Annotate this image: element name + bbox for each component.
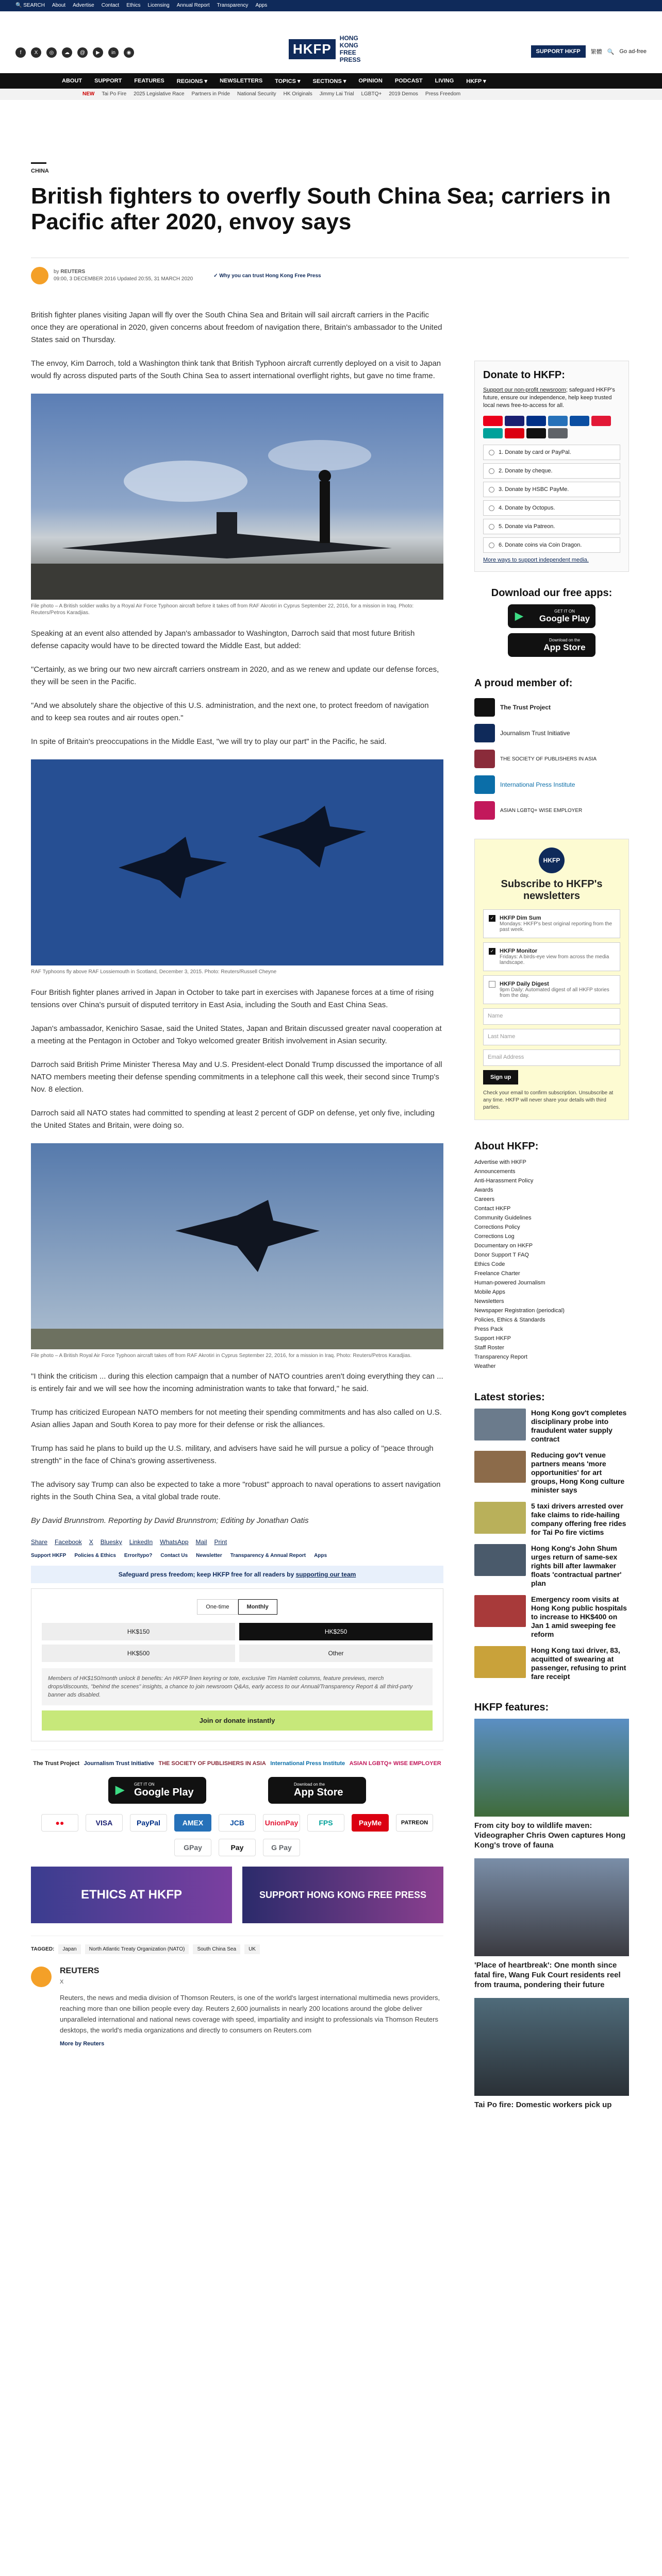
radio-icon (489, 468, 494, 474)
top-link-transparency[interactable]: Transparency (217, 3, 249, 8)
tag[interactable]: UK (244, 1944, 260, 1954)
paragraph: The envoy, Kim Darroch, told a Washington think tank that British Typhoon aircraft currently deployed on a visit to Japan would fly across disputed parts of the South China Sea to assert international overflight rights, but gave no time frame. (31, 359, 441, 380)
jets-silhouette (31, 759, 443, 965)
trending-bar (0, 89, 662, 100)
checkbox-icon (489, 981, 495, 988)
social-links (15, 47, 134, 58)
paragraph: Trump has said he plans to build up the U.S. military, and advisers have said he will pursue a policy of "peace through strength" in the face of China's growing assertiveness. (31, 1444, 434, 1465)
story-thumbnail (474, 1646, 526, 1678)
google-play-icon: ▶ (115, 1783, 124, 1796)
radio-icon (489, 450, 494, 455)
contact-link[interactable]: Contact Us (160, 1553, 188, 1558)
trending-link[interactable]: Tai Po Fire (102, 91, 127, 97)
byline: by REUTERS 09:00, 3 DECEMBER 2016 Updated 20:55, 31 MARCH 2020 ✓ Why you can trust Hong Kong Free Press (31, 267, 321, 284)
instagram-icon[interactable]: ◎ (46, 47, 57, 58)
amount-options (42, 1623, 433, 1662)
tags (31, 1936, 443, 1954)
article-header (31, 162, 629, 235)
story-thumbnail (474, 1409, 526, 1440)
new-badge: NEW (82, 91, 95, 97)
feature-image (474, 1858, 629, 1956)
about-link[interactable]: Corrections Policy (474, 1224, 520, 1230)
paragraph: "And we absolutely share the objective of this U.S. administration, and the next one, to protect freedom of navigation and to keep sea routes and air routes open." (31, 701, 429, 722)
trending-link[interactable]: National Security (237, 91, 276, 97)
about-link[interactable]: Newsletters (474, 1298, 504, 1304)
nav-podcast[interactable]: PODCAST (394, 78, 423, 84)
donate-payment-icons (483, 416, 620, 438)
trending-link[interactable]: HK Originals (283, 91, 312, 97)
member-title: A proud member of: (474, 677, 573, 689)
signup-button[interactable]: Sign up (483, 1070, 518, 1084)
bluesky-icon[interactable]: ☁ (62, 47, 72, 58)
supporting-link[interactable]: supporting our team (295, 1571, 356, 1578)
member-logo: THE SOCIETY OF PUBLISHERS IN ASIA (158, 1760, 266, 1767)
top-link-apps[interactable]: Apps (255, 3, 268, 8)
trending-link[interactable]: Press Freedom (425, 91, 461, 97)
trending-link[interactable]: Partners in Pride (191, 91, 230, 97)
newsletter-note: Check your email to confirm subscription. Unsubscribe at any time. HKFP will never share your details with third parties. (483, 1090, 614, 1110)
story-item[interactable]: Hong Kong gov't completes disciplinary probe into fraudulent water supply contract (474, 1409, 629, 1444)
photo-caption: File photo – A British Royal Air Force Typhoon aircraft takes off from RAF Akrotiri in Cyprus September 22, 2016, for a mission in Iraq. Photo: Reuters/Petros Karadjias. (31, 1353, 412, 1359)
about-link[interactable]: Advertise with HKFP (474, 1159, 526, 1165)
google-play-button[interactable]: GET IT ON Google Play ▶ (108, 1777, 206, 1804)
about-title: About HKFP: (474, 1141, 539, 1152)
membership-benefits: Members of HK$150/month unlock 8 benefits: An HKFP linen keyring or tote, exclusive Tim Hamlett columns, feature previews, merch drops/discounts, "behind the scenes" insights, a chance to join newsroom Q&As, early access to our Annual/Transparency Report & all third-party banner ads disabled. (42, 1668, 433, 1705)
features-title: HKFP features: (474, 1702, 549, 1713)
donate-option[interactable]: 2. Donate by cheque. (483, 463, 620, 479)
paragraph: Speaking at an event also attended by Japan's ambassador to Washington, Darroch said that most future British defense capacity would have to be directed toward the Middle East, but added: (31, 629, 415, 650)
paragraph: Darroch said British Prime Minister Theresa May and U.S. President-elect Donald Trump discussed the importance of all NATO members meeting their defense spending commitments in a telephone call this week, their second since Trump's Nov. 8 election. (31, 1060, 442, 1094)
app-buttons-row (31, 1777, 443, 1814)
newsletter-option[interactable]: ✓ HKFP Monitor Fridays: A birds-eye view from across the media landscape. (483, 942, 620, 971)
about-link[interactable]: Mobile Apps (474, 1289, 505, 1295)
apple-pay-icon: Pay (219, 1839, 256, 1856)
latest-title: Latest stories: (474, 1392, 545, 1403)
category-label[interactable]: CHINA (31, 162, 46, 174)
x-icon[interactable]: X (31, 47, 41, 58)
sopa-logo (474, 750, 495, 768)
trending-link[interactable]: Jimmy Lai Trial (319, 91, 354, 97)
search-icon[interactable]: 🔍 (607, 48, 615, 55)
member-item[interactable]: ASIAN LGBTQ+ WISE EMPLOYER (474, 798, 629, 823)
facebook-icon[interactable]: f (15, 47, 26, 58)
article-credit: By David Brunnstrom. Reporting by David Brunnstrom; Editing by Jonathan Oatis (31, 1516, 309, 1525)
checkbox-icon: ✓ (489, 948, 495, 955)
top-link-contact[interactable]: Contact (101, 3, 120, 8)
newsletter-link[interactable]: Newsletter (196, 1553, 222, 1558)
rss-icon[interactable]: ◉ (124, 47, 134, 58)
newsletter-box (474, 839, 629, 1120)
trending-link[interactable]: 2025 Legislative Race (134, 91, 185, 97)
top-bar (0, 0, 662, 11)
member-item[interactable]: THE SOCIETY OF PUBLISHERS IN ASIA (474, 746, 629, 772)
site-logo[interactable] (289, 36, 371, 62)
youtube-icon[interactable]: ▶ (93, 47, 103, 58)
tab-monthly[interactable]: Monthly (238, 1599, 277, 1615)
safeguard-banner: Safeguard press freedom; keep HKFP free for all readers by supporting our team (31, 1566, 443, 1583)
last-name-input[interactable]: Last Name (483, 1029, 620, 1045)
newsletter-option[interactable]: HKFP Daily Digest 9pm Daily: Automated digest of all HKFP stories from the day. (483, 975, 620, 1004)
google-pay-icon: GPay (174, 1839, 211, 1856)
donate-option[interactable]: 5. Donate via Patreon. (483, 519, 620, 534)
donate-option[interactable]: 4. Donate by Octopus. (483, 500, 620, 516)
tags-label: TAGGED: (31, 1946, 55, 1952)
photo-typhoon-takeoff (31, 1143, 443, 1349)
member-logo: ASIAN LGBTQ+ WISE EMPLOYER (349, 1760, 441, 1767)
tag[interactable]: Japan (58, 1944, 80, 1954)
share-bluesky[interactable]: Bluesky (100, 1538, 122, 1546)
share-print[interactable]: Print (214, 1538, 227, 1546)
paragraph: "Certainly, as we bring our two new aircraft carriers onstream in 2020, and as we renew and update our defense forces, they will be seen in the Pacific. (31, 665, 439, 686)
about-link[interactable]: Careers (474, 1196, 495, 1202)
name-input[interactable]: Name (483, 1008, 620, 1025)
about-link[interactable]: Press Pack (474, 1326, 503, 1332)
patreon-icon (526, 428, 546, 438)
google-play-icon: ▶ (515, 611, 523, 622)
top-link-advertise[interactable]: Advertise (73, 3, 94, 8)
jcb-icon: JCB (219, 1814, 256, 1832)
share-facebook[interactable]: Facebook (55, 1538, 82, 1546)
policies-link[interactable]: Policies & Ethics (74, 1553, 116, 1558)
author-name[interactable]: REUTERS (60, 269, 86, 275)
about-link[interactable]: Anti-Harassment Policy (474, 1178, 534, 1184)
mastercard-icon: ●● (41, 1814, 78, 1832)
donate-intro-link[interactable]: Support our non-profit newsroom (483, 387, 566, 393)
fps-icon (483, 428, 503, 438)
support-link[interactable]: Support HKFP (31, 1553, 67, 1558)
about-link[interactable]: Documentary on HKFP (474, 1243, 533, 1249)
feature-item[interactable]: Tai Po fire: Domestic workers pick up (474, 1998, 629, 2110)
nav-opinion[interactable]: OPINION (358, 78, 383, 84)
donate-intro: Support our non-profit newsroom; safeguard HKFP's future, ensure our independence, help keep trusted local news free-to-access for all. (483, 387, 615, 409)
promo-banners (31, 1867, 443, 1923)
radio-icon (489, 487, 494, 493)
radio-icon (489, 505, 494, 511)
story-thumbnail (474, 1451, 526, 1483)
story-item[interactable]: Reducing gov't venue partners means 'more opportunities' for art groups, Hong Kong culture minister says (474, 1451, 629, 1495)
nav-regions[interactable]: REGIONS ▾ (176, 78, 208, 84)
unionpay-icon (591, 416, 611, 426)
amount-option[interactable]: Other (239, 1645, 433, 1662)
donate-option[interactable]: 1. Donate by card or PayPal. (483, 445, 620, 460)
threads-icon[interactable]: @ (77, 47, 88, 58)
story-thumbnail (474, 1544, 526, 1576)
about-list (474, 1158, 629, 1371)
about-link[interactable]: Awards (474, 1187, 493, 1193)
author-avatar (31, 267, 48, 284)
about-link[interactable]: Community Guidelines (474, 1215, 532, 1221)
payme-icon (505, 428, 524, 438)
top-link-about[interactable]: About (52, 3, 66, 8)
app-store-button[interactable]: Download on the App Store (268, 1777, 366, 1804)
apps-link[interactable]: Apps (314, 1553, 327, 1558)
google-pay-icon (548, 428, 568, 438)
about-section (474, 1141, 629, 1371)
amount-option-selected[interactable]: HK$250 (239, 1623, 433, 1640)
top-link-licensing[interactable]: Licensing (147, 3, 170, 8)
member-item[interactable]: The Trust Project (474, 694, 629, 720)
payment-methods (31, 1814, 443, 1867)
trust-project-logo (474, 698, 495, 717)
payme-icon: PayMe (352, 1814, 389, 1832)
checkbox-icon: ✓ (489, 915, 495, 922)
paragraph: British fighter planes visiting Japan will fly over the South China Sea and Britain will sail aircraft carriers in the Pacific once they are operational in 2020, given concerns about freedom of navigation there, Britain's ambassador to the United States said on Thursday. (31, 311, 442, 344)
email-input[interactable]: Email Address (483, 1049, 620, 1066)
ethics-promo[interactable]: ETHICS AT HKFP (31, 1867, 232, 1923)
paragraph: In spite of Britain's preoccupations in the Middle East, "we will try to play our part" in the Pacific, he said. (31, 737, 387, 746)
trending-link[interactable]: 2019 Demos (389, 91, 418, 97)
more-by-author-link[interactable]: More by Reuters (60, 2041, 105, 2047)
member-logo: The Trust Project (33, 1760, 80, 1767)
paypal-icon (526, 416, 546, 426)
feature-item[interactable]: From city boy to wildlife maven: Videographer Chris Owen captures Hong Kong's trove of fauna (474, 1719, 629, 1850)
about-link[interactable]: Donor Support T FAQ (474, 1252, 529, 1258)
support-links (31, 1553, 443, 1558)
newsletter-option[interactable]: ✓ HKFP Dim Sum Mondays: HKFP's best original reporting from the past week. (483, 909, 620, 938)
search-link[interactable]: 🔍 SEARCH (15, 3, 45, 8)
about-link[interactable]: Human-powered Journalism (474, 1280, 545, 1286)
paragraph: Trump has criticized European NATO members for not meeting their spending commitments and has also called on U.S. Asian allies Japan and South Korea to pay more for their defense or risk the alliances. (31, 1408, 442, 1429)
about-link[interactable]: Staff Roster (474, 1345, 504, 1351)
top-link-ethics[interactable]: Ethics (126, 3, 141, 8)
mastercard-icon (483, 416, 503, 426)
logo-text: HONG KONG FREE PRESS (339, 35, 361, 63)
latest-section (474, 1392, 629, 1681)
newsletter-title: Subscribe to HKFP's newsletters (501, 878, 603, 902)
nav-about[interactable]: ABOUT (62, 78, 82, 84)
nav-living[interactable]: LIVING (435, 78, 454, 84)
support-promo[interactable]: SUPPORT HONG KONG FREE PRESS (242, 1867, 443, 1923)
trending-link[interactable]: LGBTQ+ (361, 91, 382, 97)
fps-icon: FPS (307, 1814, 344, 1832)
gpay-icon: G Pay (263, 1839, 300, 1856)
photo-caption: File photo – A British soldier walks by a Royal Air Force Typhoon aircraft before it takes off from RAF Akrotiri in Cyprus September 22, 2016, for a mission in Iraq. Photo: Reuters/Petros Karadjias. (31, 603, 414, 616)
nav-sections[interactable]: SECTIONS ▾ (312, 78, 346, 84)
author-bio: Reuters, the news and media division of Thomson Reuters, is one of the world's largest international multimedia news providers, reaching more than one billion people every day. Reuters 2,600 journalists in nearly 200 locations around the globe deliver unparalleled international and national news coverage with speed, impartiality and insight to professionals via Thomson Reuters desktops, the world's media organizations and directly to consumers on Reuters.com (60, 1994, 440, 2034)
share-linkedin[interactable]: LinkedIn (129, 1538, 153, 1546)
donate-option[interactable]: 3. Donate by HSBC PayMe. (483, 482, 620, 497)
member-item[interactable]: International Press Institute (474, 772, 629, 798)
radio-icon (489, 524, 494, 530)
jti-logo (474, 724, 495, 742)
paragraph: Japan's ambassador, Kenichiro Sasae, said the United States, Japan and Britain discussed greater naval cooperation at a meeting at the Pentagon in October and Tokyo welcomed greater British involvement in Asian security. (31, 1024, 442, 1045)
visa-icon: VISA (86, 1814, 123, 1832)
author-avatar (31, 1967, 52, 1987)
paragraph: Darroch said all NATO states had committed to spending at least 2 percent of GDP on defense, yet only five, including the United States and Britain, were doing so. (31, 1109, 435, 1130)
feature-item[interactable]: 'Place of heartbreak': One month since fatal fire, Wang Fuk Court residents reel from trauma, pondering their future (474, 1858, 629, 1990)
paragraph: Four British fighter planes arrived in Japan in October to take part in exercises with Japanese forces at a time of rising tensions over China's pursuit of disputed territory in East Asia, including the South and East China Seas. (31, 988, 434, 1009)
frequency-toggle (42, 1599, 433, 1615)
author-box (31, 1967, 443, 2047)
visa-icon (505, 416, 524, 426)
unionpay-icon: UnionPay (263, 1814, 300, 1832)
header-actions (531, 45, 647, 58)
story-thumbnail (474, 1502, 526, 1534)
linkedin-icon[interactable]: in (108, 47, 119, 58)
about-link[interactable]: Corrections Log (474, 1233, 515, 1240)
support-hkfp-button[interactable]: SUPPORT HKFP (531, 45, 586, 58)
nav-features[interactable]: FEATURES (134, 78, 164, 84)
article-dates: 09:00, 3 DECEMBER 2016 Updated 20:55, 31 MARCH 2020 (54, 276, 193, 282)
about-link[interactable]: Announcements (474, 1168, 516, 1175)
logo-mark: HKFP (289, 39, 336, 59)
feature-image (474, 1998, 629, 2096)
article-body (31, 309, 443, 2047)
sidebar (474, 361, 629, 2110)
about-link[interactable]: Newspaper Registration (periodical) (474, 1308, 565, 1314)
support-widget (31, 1588, 443, 1741)
paragraph: "I think the criticism ... during this election campaign that a number of NATO countries aren't doing everything they can ... is entirely fair and we will see how the incoming administration wants to take that forward," he said. (31, 1372, 443, 1393)
site-header (0, 11, 662, 73)
nav-newsletters[interactable]: NEWSLETTERS (220, 78, 263, 84)
photo-caption: RAF Typhoons fly above RAF Lossiemouth in Scotland, December 3, 2015. Photo: Reuters/Russell Cheyne (31, 969, 277, 975)
features-section (474, 1702, 629, 2110)
nav-topics[interactable]: TOPICS ▾ (275, 78, 301, 84)
top-link-annual-report[interactable]: Annual Report (176, 3, 210, 8)
google-play-button[interactable]: GET IT ON Google Play ▶ (508, 604, 595, 628)
join-button[interactable]: Join or donate instantly (42, 1710, 433, 1731)
ipi-logo (474, 775, 495, 794)
tab-one-time[interactable]: One-time (197, 1599, 238, 1615)
member-item[interactable]: Journalism Trust Initiative (474, 720, 629, 746)
transparency-link[interactable]: Transparency & Annual Report (230, 1553, 306, 1558)
share-x[interactable]: X (89, 1538, 93, 1546)
lgbtq-logo (474, 801, 495, 820)
member-section (474, 677, 629, 823)
story-item[interactable]: Hong Kong taxi driver, 83, acquitted of swearing at passenger, refusing to print fare receipt (474, 1646, 629, 1681)
paragraph: The advisory say Trump can also be expected to take a more "robust" approach to naval operations to assert navigation rights in the South China Sea, a vital global trade route. (31, 1480, 441, 1501)
hkfp-logo: HKFP (539, 848, 565, 873)
share-mail[interactable]: Mail (195, 1538, 207, 1546)
patreon-icon: PATREON (396, 1814, 433, 1832)
feature-image (474, 1719, 629, 1817)
member-logos-row (31, 1750, 443, 1777)
amount-option[interactable]: HK$150 (42, 1623, 235, 1640)
about-link[interactable]: Ethics Code (474, 1261, 505, 1267)
about-link[interactable]: Transparency Report (474, 1354, 527, 1360)
radio-icon (489, 543, 494, 548)
jcb-icon (570, 416, 589, 426)
x-icon[interactable]: X (60, 1979, 64, 1985)
donate-option[interactable]: 6. Donate coins via Coin Dragon. (483, 537, 620, 553)
member-logo: Journalism Trust Initiative (84, 1760, 154, 1767)
apps-section (474, 587, 629, 657)
article-title: British fighters to overfly South China Sea; carriers in Pacific after 2020, envoy says (31, 183, 611, 234)
donate-title: Donate to HKFP: (483, 369, 565, 381)
nav-hkfp[interactable]: HKFP ▾ (466, 78, 486, 84)
story-thumbnail (474, 1595, 526, 1627)
nav-support[interactable]: SUPPORT (94, 78, 122, 84)
story-item[interactable]: 5 taxi drivers arrested over fake claims to ride-hailing company offering free rides for Tai Po fire victims (474, 1502, 629, 1537)
share-whatsapp[interactable]: WhatsApp (160, 1538, 189, 1546)
about-link[interactable]: Contact HKFP (474, 1206, 511, 1212)
main-nav (0, 73, 662, 89)
more-ways-link[interactable]: More ways to support independent media. (483, 557, 589, 563)
amount-option[interactable]: HK$500 (42, 1645, 235, 1662)
author-box-name[interactable]: REUTERS (60, 1967, 100, 1975)
photo-typhoons-flying (31, 759, 443, 965)
trust-link[interactable]: ✓ Why you can trust Hong Kong Free Press (213, 273, 321, 279)
app-store-button[interactable]: Download on the App Store (508, 633, 595, 657)
photo-typhoon-soldier (31, 394, 443, 600)
tag[interactable]: North Atlantic Treaty Organization (NATO) (85, 1944, 189, 1954)
about-link[interactable]: Support HKFP (474, 1335, 511, 1342)
story-item[interactable]: Emergency room visits at Hong Kong public hospitals to increase to HK$400 on Jan 1 amid sweeping fee reform (474, 1595, 629, 1639)
share-label: Share (31, 1538, 48, 1546)
amex-icon: AMEX (174, 1814, 211, 1832)
amex-icon (548, 416, 568, 426)
jet-takeoff-silhouette (31, 1143, 443, 1349)
story-item[interactable]: Hong Kong's John Shum urges return of same-sex rights bill after lawmaker floats 'contractual partner' plan (474, 1544, 629, 1588)
language-switch[interactable]: 繁體 (590, 49, 602, 55)
typo-link[interactable]: Error/typo? (124, 1553, 153, 1558)
apps-title: Download our free apps: (491, 587, 613, 599)
share-bar (31, 1538, 443, 1546)
tag[interactable]: South China Sea (193, 1944, 240, 1954)
about-link[interactable]: Freelance Charter (474, 1270, 520, 1277)
donate-box (474, 361, 629, 572)
paypal-icon: PayPal (130, 1814, 167, 1832)
ad-free-link[interactable]: Go ad-free (619, 48, 647, 55)
about-link[interactable]: Weather (474, 1363, 496, 1369)
typhoon-silhouette (31, 394, 443, 600)
about-link[interactable]: Policies, Ethics & Standards (474, 1317, 545, 1323)
member-logo: International Press Institute (270, 1760, 345, 1767)
